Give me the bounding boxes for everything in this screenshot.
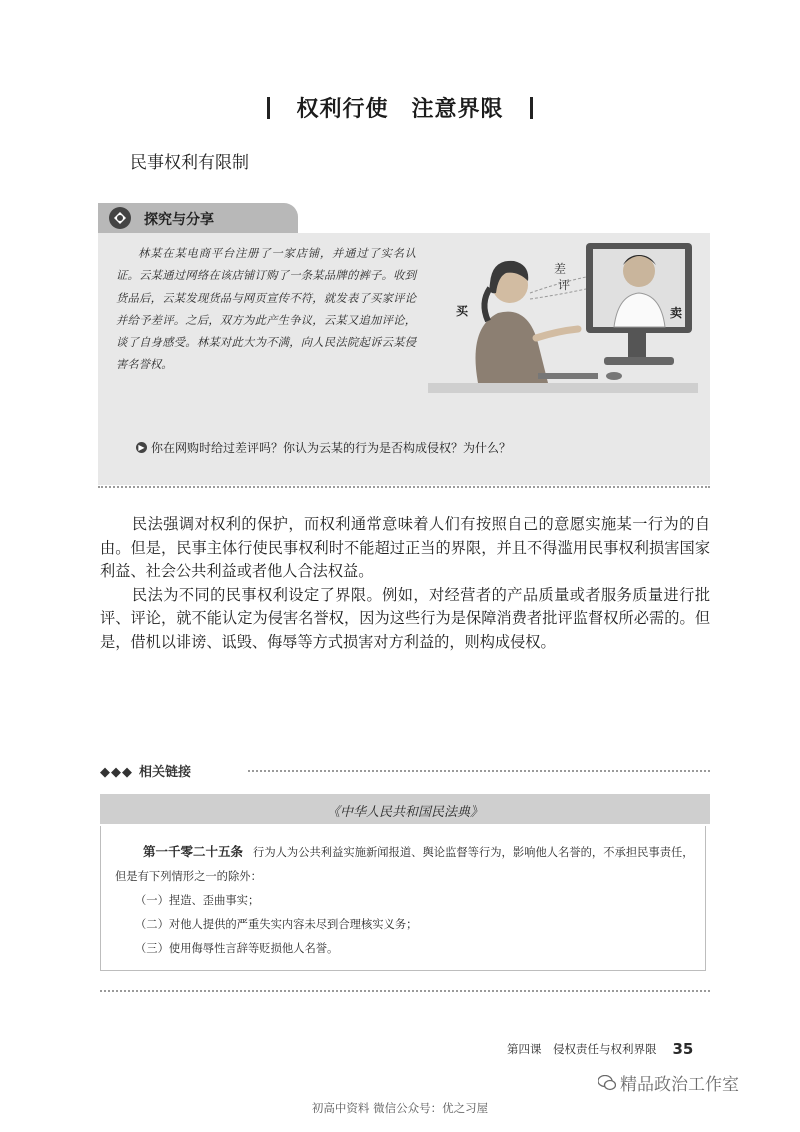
play-bullet-icon: ▶: [136, 442, 147, 453]
bottom-note: 初高中资料 微信公众号：优之习屋: [311, 1101, 489, 1115]
law-item-3: （三）使用侮辱性言辞等贬损他人名誉。: [135, 942, 339, 955]
page-footer: [507, 1039, 693, 1057]
explore-tab-label: 探究与分享: [144, 212, 214, 228]
puzzle-icon: [108, 206, 132, 230]
online-shopping-illustration: [418, 233, 710, 393]
law-title: 《中华人民共和国民法典》: [326, 805, 483, 820]
illus-buyer-label: 买: [456, 304, 469, 318]
illus-bubble-char-1: 差: [554, 262, 567, 276]
law-title-bar: [100, 794, 710, 824]
law-article: [115, 840, 695, 961]
title-bar-right: [530, 97, 533, 119]
lesson-title: 第四课 侵权责任与权利界限: [507, 1042, 657, 1056]
subsection-title: 民事权利有限制: [130, 153, 249, 173]
wechat-icon: [598, 1075, 616, 1091]
article-text: 行为人为公共利益实施新闻报道、舆论监督等行为，影响他人名誉的，不承担民事责任，但是有下列情形之一的除外：: [115, 846, 694, 883]
title-bar-left: [267, 97, 270, 119]
related-link-heading: [100, 761, 191, 780]
body-paragraph-1: 民法强调对权利的保护，而权利通常意味着人们有按照自己的意愿实施某一行为的自由。但是，民事主体行使民事权利时不能超过正当的界限，并且不得滥用民事权利损害国家利益、社会公共利益或者他人合法权益。: [100, 515, 710, 580]
law-item-1: （一）捏造、歪曲事实；: [135, 894, 260, 907]
article-number: 第一千零二十五条: [143, 844, 244, 859]
law-article-box: [100, 826, 706, 971]
explore-question-text: 你在网购时给过差评吗？你认为云某的行为是否构成侵权？为什么？: [151, 441, 512, 455]
body-text: [100, 513, 710, 654]
explore-question: [136, 439, 511, 456]
page-number: 35: [672, 1040, 694, 1058]
section-title: [0, 92, 800, 123]
brand-watermark: [598, 1070, 739, 1095]
related-link-label: 相关链接: [139, 765, 192, 780]
explore-panel: [98, 233, 710, 485]
illus-seller-label: 卖: [670, 306, 683, 320]
brand-name: 精品政治工作室: [620, 1075, 739, 1095]
law-bottom-divider: [100, 990, 710, 992]
body-paragraph-2: 民法为不同的民事权利设定了界限。例如，对经营者的产品质量或者服务质量进行批评、评论，就不能认定为侵害名誉权，因为这些行为是保障消费者批评监督权所必需的。但是，借机以诽谤、诋毁、侮辱等方式损害对方利益的，则构成侵权。: [100, 585, 710, 651]
illus-bubble-char-2: 评: [558, 278, 571, 292]
section-title-text: 权利行使 注意界限: [296, 97, 504, 122]
explore-bottom-divider: [98, 486, 710, 488]
law-article-main: [115, 840, 695, 889]
law-item-2: （二）对他人提供的严重失实内容未尽到合理核实义务；: [135, 918, 418, 931]
diamond-icons: ◆◆◆: [100, 765, 133, 780]
explore-story: 林某在某电商平台注册了一家店铺，并通过了实名认证。云某通过网络在该店铺订购了一条某品牌的裤子。收到货品后，云某发现货品与网页宣传不符，就发表了买家评论并给予差评。之后，双方为此产生争议，云某又追加评论，谈了自身感受。林某对此大为不满，向人民法院起诉云某侵害名誉权。: [116, 247, 416, 372]
related-link-divider: [248, 770, 710, 772]
explore-tab: [98, 203, 298, 233]
